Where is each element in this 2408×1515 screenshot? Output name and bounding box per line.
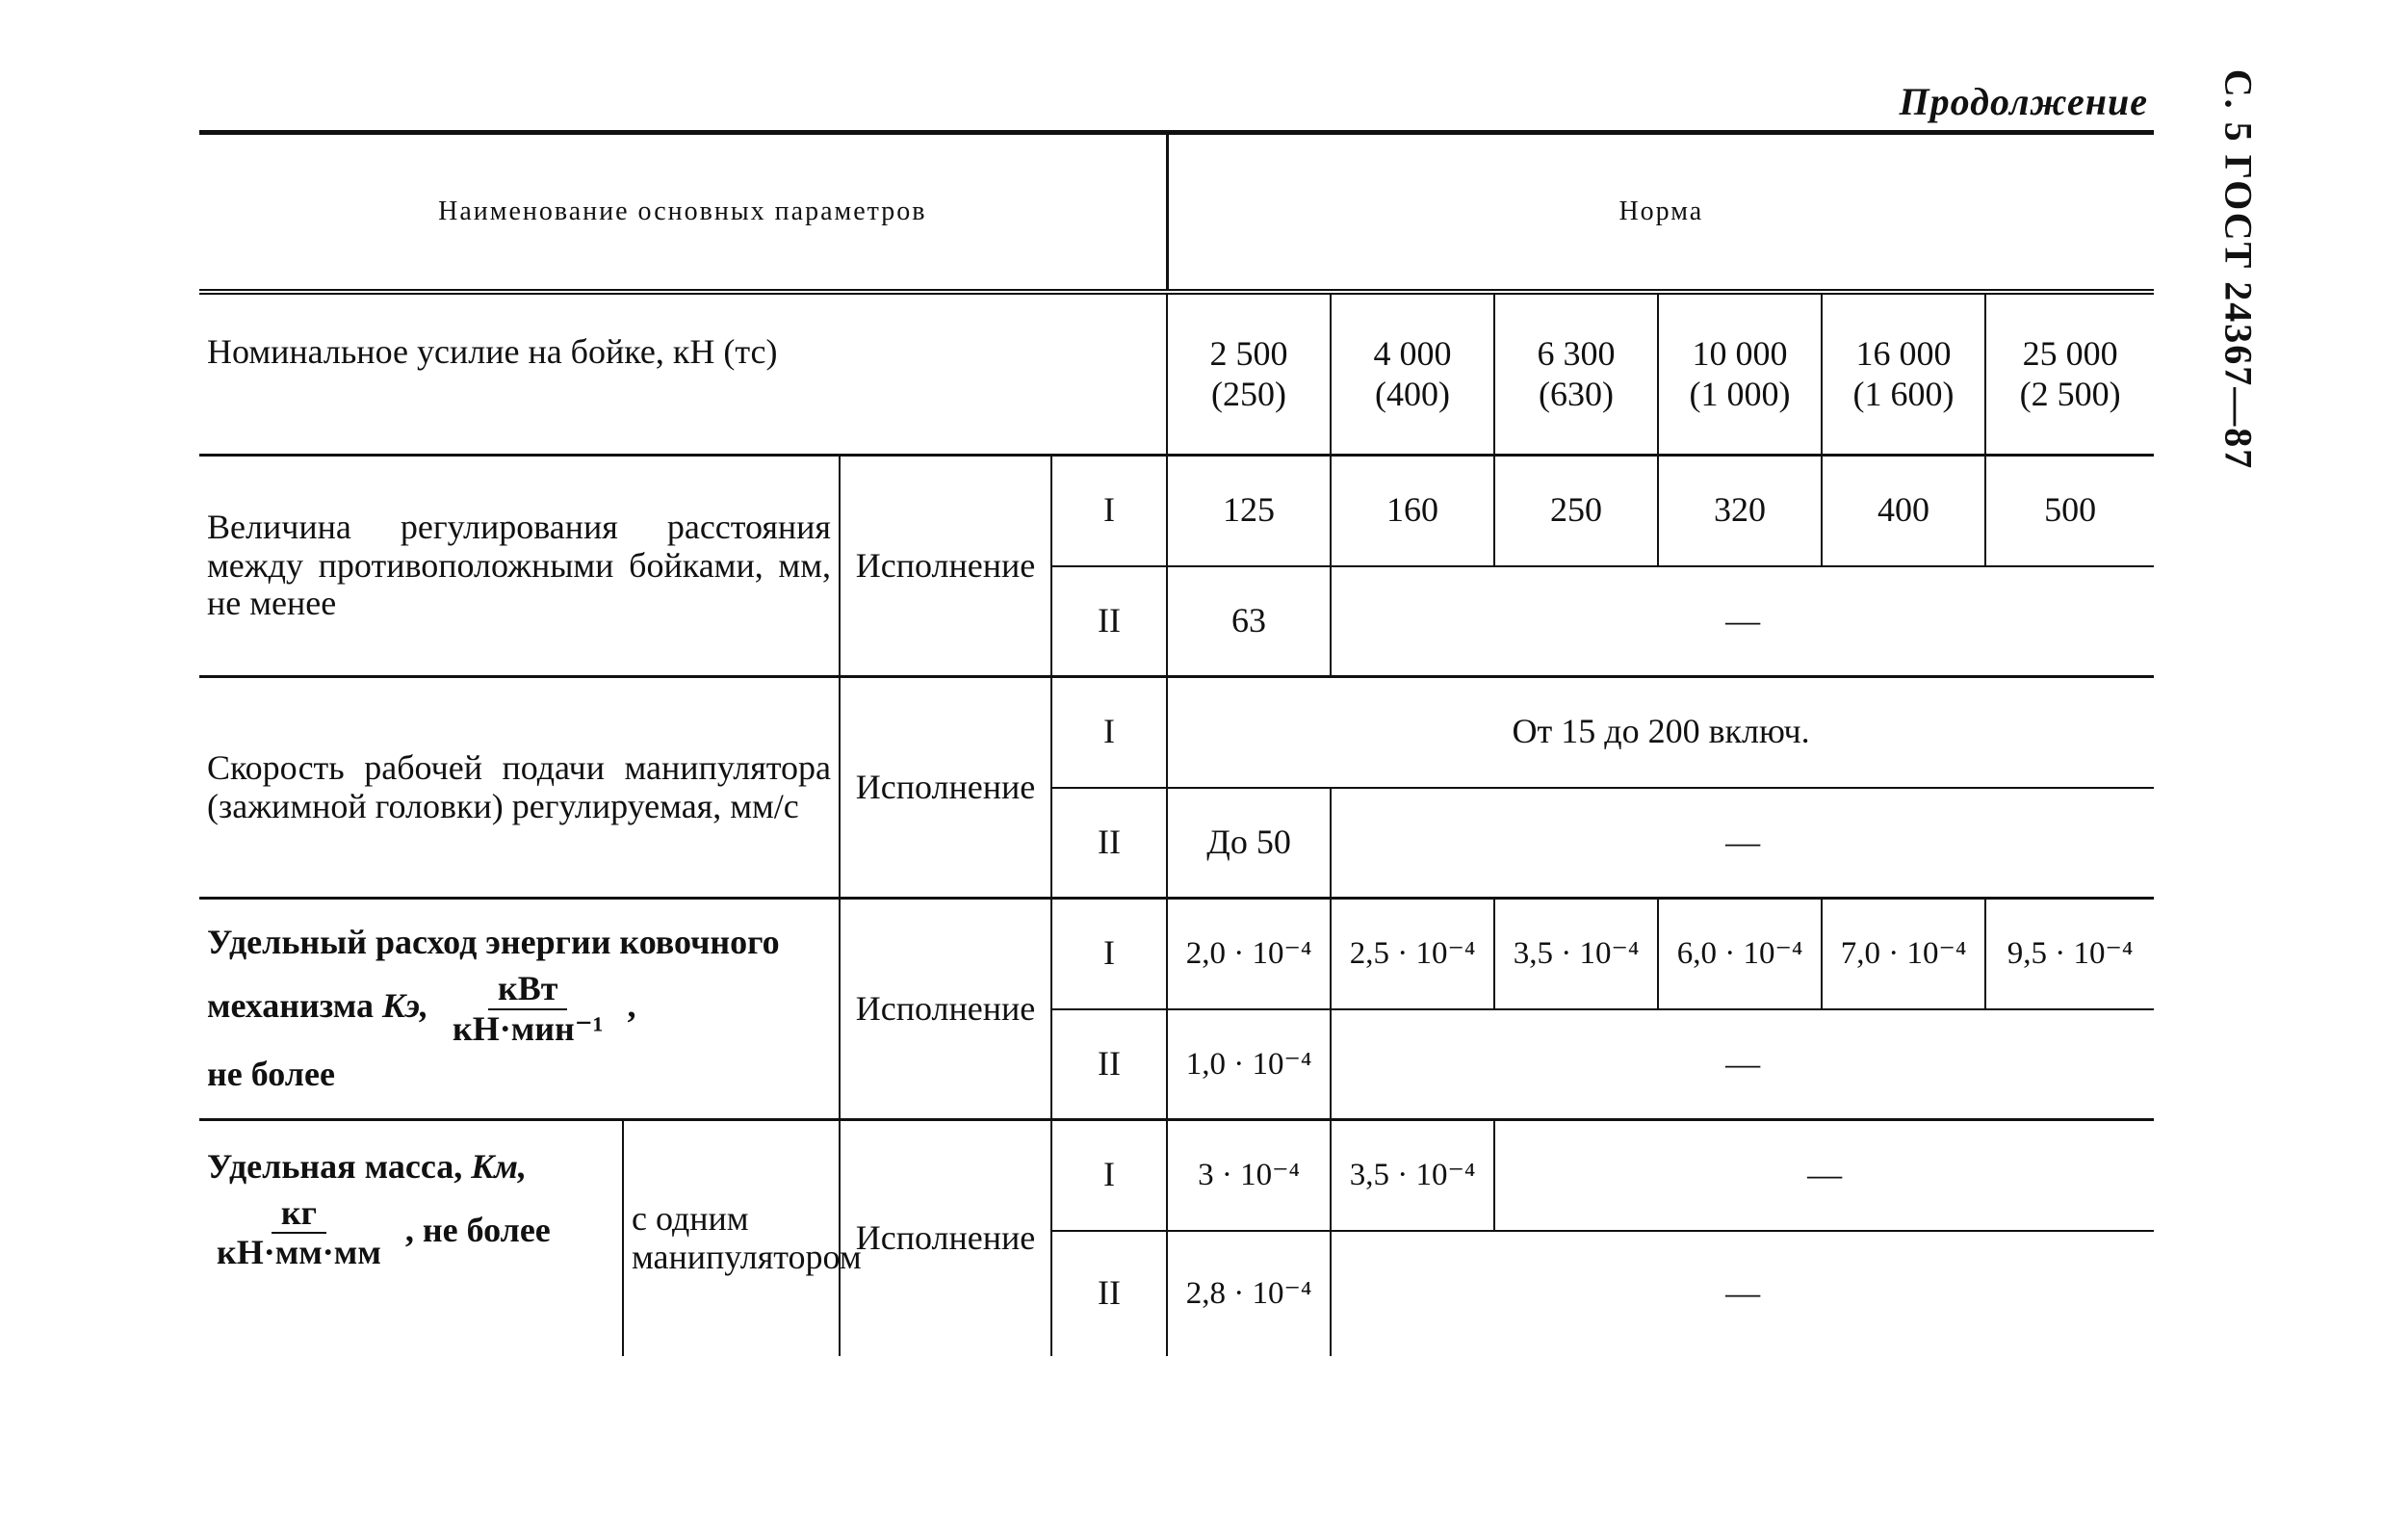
regulation-version-i: I bbox=[1051, 456, 1167, 566]
mass-unit-fraction bbox=[207, 1194, 391, 1272]
mass-row-i bbox=[199, 1120, 2154, 1231]
energy-i-value-6: 9,5 · 10⁻⁴ bbox=[1985, 899, 2154, 1009]
energy-unit-denominator: кН·мин⁻¹ bbox=[452, 1008, 604, 1048]
energy-i-value-5: 7,0 · 10⁻⁴ bbox=[1822, 899, 1985, 1009]
regulation-i-value-6: 500 bbox=[1985, 456, 2154, 566]
force-value-1: 2 500 (250) bbox=[1167, 292, 1331, 456]
mass-i-value-2: 3,5 · 10⁻⁴ bbox=[1331, 1120, 1494, 1231]
energy-name-line1: Удельный расход энергии ковочного bbox=[207, 923, 780, 962]
mass-name bbox=[199, 1120, 623, 1356]
mass-unit-numerator: кг bbox=[272, 1194, 326, 1235]
energy-version-ii: II bbox=[1051, 1009, 1167, 1120]
energy-row-i bbox=[199, 899, 2154, 1009]
header-parameter-name: Наименование основных параметров bbox=[199, 133, 1167, 293]
regulation-version-ii: II bbox=[1051, 566, 1167, 677]
regulation-i-value-1: 125 bbox=[1167, 456, 1331, 566]
regulation-name: Величина регулирования расстояния между противоположными бойками, мм, не менее bbox=[199, 456, 840, 677]
energy-i-value-1: 2,0 · 10⁻⁴ bbox=[1167, 899, 1331, 1009]
energy-name bbox=[199, 899, 840, 1120]
mass-version-i: I bbox=[1051, 1120, 1167, 1231]
mass-suffix: , не более bbox=[404, 1210, 551, 1249]
speed-name: Скорость рабочей подачи манипулятора (зажимной головки) регулируемая, мм/с bbox=[199, 677, 840, 899]
regulation-i-value-4: 320 bbox=[1658, 456, 1822, 566]
energy-execution: Исполнение bbox=[840, 899, 1051, 1120]
speed-version-ii: II bbox=[1051, 788, 1167, 899]
continuation-label: Продолжение bbox=[1899, 80, 2148, 123]
energy-ii-dash: — bbox=[1331, 1009, 2154, 1120]
regulation-i-value-5: 400 bbox=[1822, 456, 1985, 566]
mass-ii-value-1: 2,8 · 10⁻⁴ bbox=[1167, 1231, 1331, 1356]
speed-ii-value-1: До 50 bbox=[1167, 788, 1331, 899]
mass-unit-denominator: кН·мм·мм bbox=[217, 1233, 381, 1272]
speed-ii-dash: — bbox=[1331, 788, 2154, 899]
mass-symbol: Kм, bbox=[471, 1147, 527, 1186]
header-norm: Норма bbox=[1167, 133, 2154, 293]
speed-version-i: I bbox=[1051, 677, 1167, 788]
speed-row-i bbox=[199, 677, 2154, 788]
energy-symbol: Kэ, bbox=[382, 985, 428, 1025]
force-value-2: 4 000 (400) bbox=[1331, 292, 1494, 456]
force-value-5: 16 000 (1 600) bbox=[1822, 292, 1985, 456]
regulation-ii-dash: — bbox=[1331, 566, 2154, 677]
parameters-table bbox=[199, 130, 2154, 1356]
energy-unit-numerator: кВт bbox=[488, 970, 567, 1010]
regulation-execution: Исполнение bbox=[840, 456, 1051, 677]
force-value-6: 25 000 (2 500) bbox=[1985, 292, 2154, 456]
energy-unit-fraction bbox=[443, 970, 613, 1048]
force-value-3: 6 300 (630) bbox=[1494, 292, 1658, 456]
mass-name-prefix: Удельная масса, bbox=[207, 1147, 463, 1186]
side-label-text: С. 5 ГОСТ 24367—87 bbox=[2216, 68, 2261, 471]
nominal-force-row bbox=[199, 292, 2154, 456]
regulation-ii-value-1: 63 bbox=[1167, 566, 1331, 677]
speed-execution: Исполнение bbox=[840, 677, 1051, 899]
mass-execution: Исполнение bbox=[840, 1120, 1051, 1356]
mass-i-dash: — bbox=[1494, 1120, 2154, 1231]
energy-i-value-4: 6,0 · 10⁻⁴ bbox=[1658, 899, 1822, 1009]
energy-version-i: I bbox=[1051, 899, 1167, 1009]
page-standard-label bbox=[2214, 68, 2263, 471]
energy-suffix: , bbox=[627, 985, 636, 1025]
regulation-i-value-3: 250 bbox=[1494, 456, 1658, 566]
regulation-i-value-2: 160 bbox=[1331, 456, 1494, 566]
mass-i-value-1: 3 · 10⁻⁴ bbox=[1167, 1120, 1331, 1231]
force-value-4: 10 000 (1 000) bbox=[1658, 292, 1822, 456]
energy-name-prefix: механизма bbox=[207, 985, 375, 1025]
regulation-row-i bbox=[199, 456, 2154, 566]
mass-version-ii: II bbox=[1051, 1231, 1167, 1356]
energy-i-value-2: 2,5 · 10⁻⁴ bbox=[1331, 899, 1494, 1009]
table-header-row bbox=[199, 133, 2154, 293]
energy-ii-value-1: 1,0 · 10⁻⁴ bbox=[1167, 1009, 1331, 1120]
mass-ii-dash: — bbox=[1331, 1231, 2154, 1356]
energy-i-value-3: 3,5 · 10⁻⁴ bbox=[1494, 899, 1658, 1009]
speed-i-value: От 15 до 200 включ. bbox=[1167, 677, 2154, 788]
nominal-force-label: Номинальное усилие на бойке, кН (тс) bbox=[207, 332, 778, 371]
mass-condition: с одним манипулятором bbox=[623, 1120, 840, 1356]
energy-name-line3: не более bbox=[207, 1055, 335, 1094]
